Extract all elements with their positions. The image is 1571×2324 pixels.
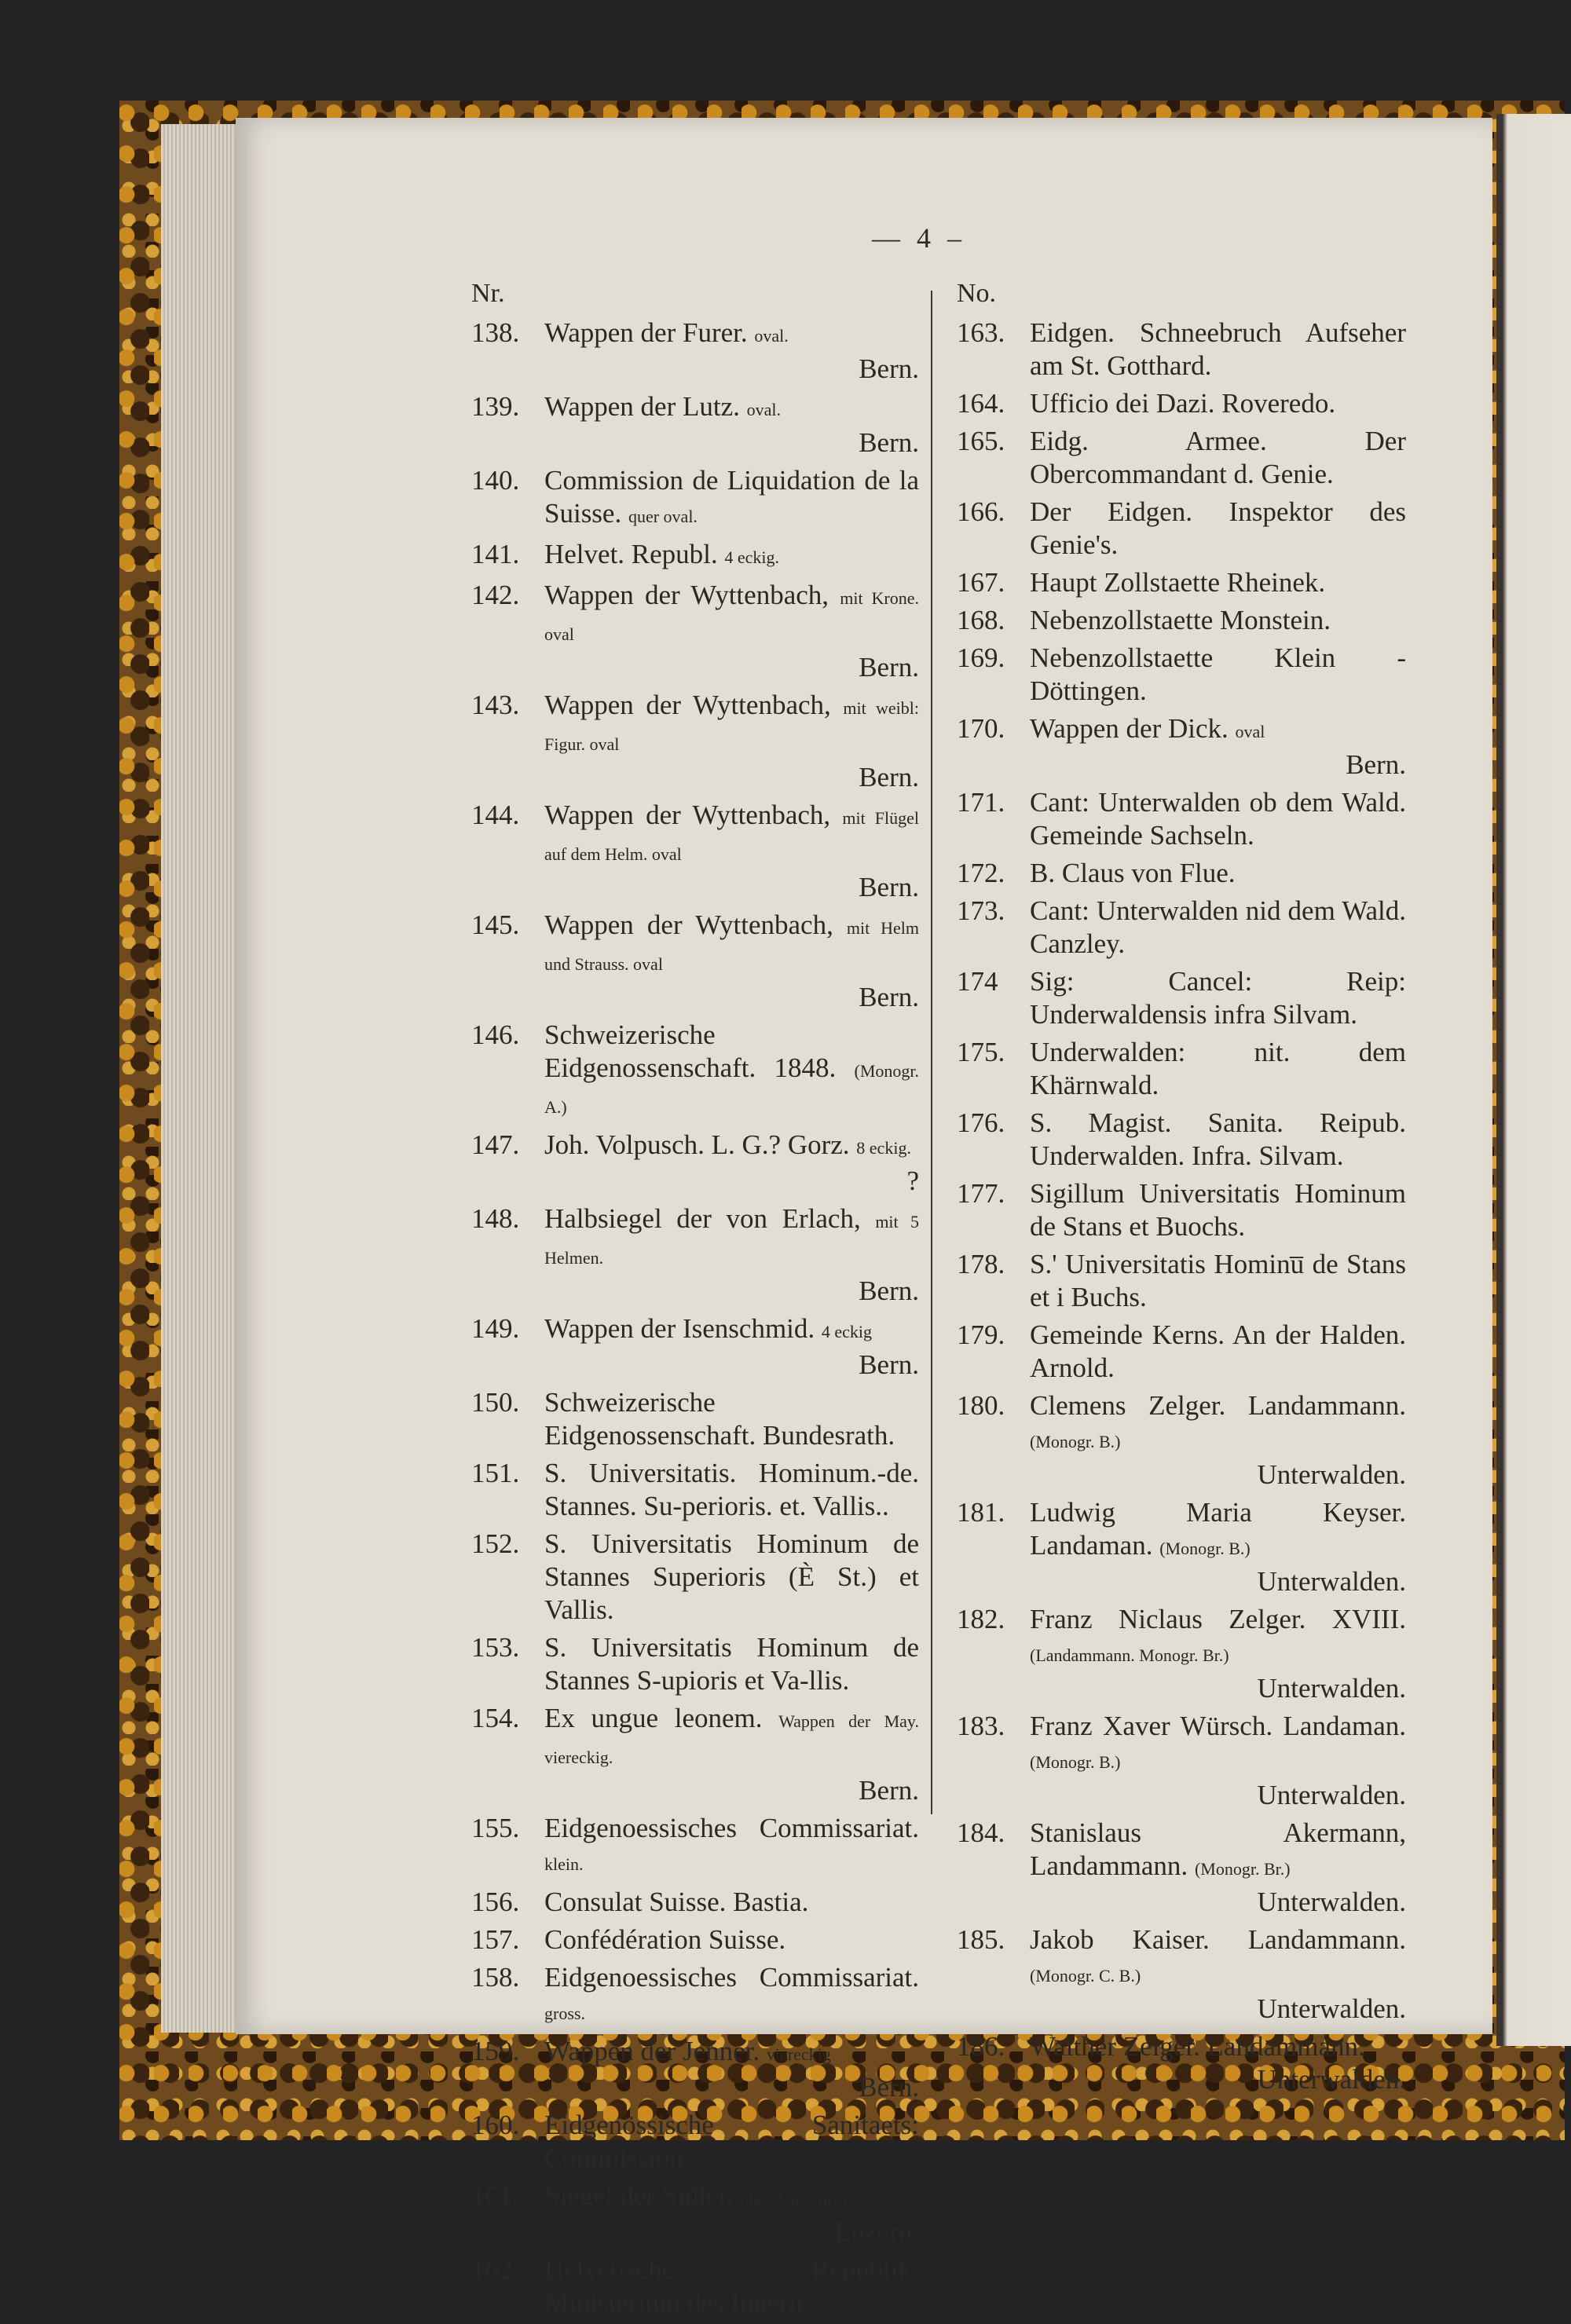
catalog-entry: [471, 1886, 919, 1919]
catalog-entry: [471, 1961, 919, 2030]
entry-place: Bern.: [859, 872, 919, 902]
entry-body: [544, 317, 919, 386]
entry-place: Bern.: [859, 1775, 919, 1806]
entry-description: Ufficio dei Dazi. Roveredo.: [1030, 388, 1336, 419]
left-column: [471, 279, 919, 2324]
entry-description: S. Magist. Sanita. Reipub. Underwalden. Infra. Silvam.: [1030, 1107, 1406, 1171]
entry-body: [1030, 1248, 1406, 1314]
catalog-entry: [957, 425, 1406, 491]
catalog-entry: [471, 909, 919, 1014]
entry-place: Bern.: [859, 982, 919, 1012]
catalog-entry: [957, 642, 1406, 708]
entry-place: Unterwalden.: [1257, 1673, 1406, 1704]
entry-body: [1030, 425, 1406, 491]
entry-number: 151.: [471, 1458, 520, 1488]
entry-body: [1030, 1923, 1406, 2026]
entry-note: (Monogr. C. B.): [1030, 1966, 1141, 1985]
entry-description: S.' Universitatis Hominu̅ de Stans et i Buchs.: [1030, 1249, 1406, 1312]
entry-number: 179.: [957, 1319, 1005, 1350]
entry-description: Haupt Zollstaette Rheinek.: [1030, 567, 1326, 598]
entry-body: [544, 1702, 919, 1807]
entry-description: S. Universitatis. Hominum.-de. Stannes. Su-perioris. et. Vallis..: [544, 1458, 919, 1521]
entry-description: Ludwig Maria Keyser. Landaman.: [1030, 1497, 1406, 1561]
catalog-entry: [957, 566, 1406, 599]
catalog-entry: [471, 1386, 919, 1452]
entry-number: 138.: [471, 317, 520, 348]
entry-description: S. Universitatis Hominum de Stannes S-upioris et Va-llis.: [544, 1632, 919, 1696]
entry-number: 154.: [471, 1703, 520, 1733]
entry-body: [544, 1312, 919, 1382]
entry-note: (Monogr. B.): [1030, 1752, 1121, 1772]
entry-note: mit Helm und Strauss. oval: [544, 918, 919, 974]
entry-body: [1030, 1710, 1406, 1812]
catalog-entry: [471, 2035, 919, 2104]
entry-description: Schweizerische Eidgenossenschaft. Bundesrath.: [544, 1387, 895, 1451]
entry-body: [544, 1129, 919, 1198]
entry-number: 155.: [471, 1813, 520, 1843]
catalog-entry: [957, 1817, 1406, 1919]
entry-description: Franz Xaver Würsch. Landaman.: [1030, 1711, 1406, 1741]
catalog-entry: [957, 1923, 1406, 2026]
entry-description: Sig: Cancel: Reip: Underwaldensis infra Silvam.: [1030, 966, 1406, 1030]
entry-description: B. Claus von Flue.: [1030, 858, 1236, 888]
entry-body: [1030, 496, 1406, 562]
entry-place: Bern.: [859, 652, 919, 683]
entry-description: Ex ungue leonem.: [544, 1703, 763, 1733]
catalog-entry: [957, 1248, 1406, 1314]
entry-number: 160.: [471, 2110, 520, 2140]
entry-body: [544, 2253, 919, 2319]
entry-number: 181.: [957, 1497, 1005, 1528]
catalog-entry: [471, 1528, 919, 1627]
entry-number: 185.: [957, 1924, 1005, 1955]
entry-description: Sigillum Universitatis Hominum de Stans et Buochs.: [1030, 1178, 1406, 1242]
entry-note: oval: [1235, 722, 1265, 741]
entry-body: [1030, 786, 1406, 852]
entry-place: Bern.: [859, 353, 919, 384]
entry-description: Halbsiegel der von Erlach,: [544, 1203, 861, 1234]
entry-body: [544, 909, 919, 1014]
entry-note: gross.: [544, 2004, 585, 2023]
entry-note: mit 5 Helmen.: [544, 1212, 919, 1268]
entry-body: [1030, 1319, 1406, 1385]
catalog-entry: [471, 390, 919, 459]
entry-description: Nebenzollstaette Monstein.: [1030, 605, 1331, 635]
entry-body: [1030, 604, 1406, 637]
entry-number: 175.: [957, 1037, 1005, 1067]
entry-number: 141.: [471, 539, 520, 569]
entry-body: [1030, 1107, 1406, 1173]
entry-description: Schweizerische Eidgenossenschaft. 1848.: [544, 1019, 837, 1083]
entry-description: Consulat Suisse. Bastia.: [544, 1887, 809, 1917]
catalog-entry: [957, 857, 1406, 890]
entry-number: 159.: [471, 2036, 520, 2066]
catalog-entry: [957, 496, 1406, 562]
left-column-header: Nr.: [471, 279, 505, 308]
entry-description: Confédération Suisse.: [544, 1924, 786, 1955]
entry-place: Unterwalden.: [1257, 2064, 1406, 2095]
entry-body: [544, 2035, 919, 2104]
entry-body: [544, 1528, 919, 1627]
entry-body: [544, 464, 919, 533]
entry-number: 150.: [471, 1387, 520, 1418]
entry-number: 180.: [957, 1390, 1005, 1421]
entry-body: [1030, 1817, 1406, 1919]
entry-number: 164.: [957, 388, 1005, 419]
catalog-entry: [471, 2179, 919, 2249]
entry-note: quer oval.: [628, 507, 698, 526]
entry-body: [1030, 712, 1406, 781]
entry-description: Eidg. Armee. Der Obercommandant d. Genie.: [1030, 426, 1406, 489]
entry-number: 178.: [957, 1249, 1005, 1279]
right-column-header: No.: [957, 279, 997, 308]
entry-body: [544, 579, 919, 684]
entry-note: oval.: [746, 400, 782, 419]
entry-description: Wappen der Wyttenbach,: [544, 580, 829, 610]
page-number: — 4 –: [872, 222, 966, 254]
entry-note: (Landammann. Monogr. Br.): [1030, 1645, 1229, 1665]
entry-number: 170.: [957, 713, 1005, 744]
entry-number: 183.: [957, 1711, 1005, 1741]
entry-number: 142.: [471, 580, 520, 610]
entry-description: Jakob Kaiser. Landammann.: [1030, 1924, 1406, 1955]
entry-number: 144.: [471, 800, 520, 830]
catalog-entry: [471, 2109, 919, 2175]
entry-body: [1030, 2030, 1406, 2096]
entry-number: 140.: [471, 465, 520, 496]
catalog-entry: [471, 1812, 919, 1881]
entry-note: (Monogr. B.): [1030, 1432, 1121, 1451]
entry-body: [1030, 642, 1406, 708]
catalog-entry: [957, 1603, 1406, 1705]
entry-body: [544, 1019, 919, 1124]
entry-description: Commission de Liquidation de la Suisse.: [544, 465, 919, 529]
entry-description: Wappen der Furer.: [544, 317, 748, 348]
entry-number: 156.: [471, 1887, 520, 1917]
catalog-entry: [957, 1389, 1406, 1491]
right-entry-list: [957, 317, 1406, 2096]
catalog-entry: [471, 317, 919, 386]
entry-description: Walther Zelger. Landammann.: [1030, 2031, 1365, 2062]
entry-body: [544, 1961, 919, 2030]
entry-description: Eidgenössische Sanitaets: Commission.: [544, 2110, 919, 2173]
entry-note: oval.: [754, 326, 789, 346]
entry-description: Wappen der Wyttenbach,: [544, 909, 833, 940]
catalog-entry: [471, 799, 919, 904]
entry-place: Bern.: [859, 2072, 919, 2103]
entry-note: (Monogr. B.): [1159, 1539, 1251, 1558]
entry-description: Wappen der Jenner.: [544, 2036, 760, 2066]
entry-note: ohne Umschrift: [740, 2189, 848, 2209]
entry-number: 158.: [471, 1962, 520, 1993]
entry-body: [544, 538, 919, 574]
entry-body: [544, 390, 919, 459]
entry-body: [1030, 895, 1406, 961]
catalog-entry: [471, 1702, 919, 1807]
entry-description: Wappen der Lutz.: [544, 391, 740, 422]
catalog-entry: [471, 1923, 919, 1956]
entry-place: Bern.: [859, 1349, 919, 1380]
entry-description: Siegel der Sidler,: [544, 2180, 734, 2211]
entry-body: [1030, 317, 1406, 382]
entry-description: Underwalden: nit. dem Khärnwald.: [1030, 1037, 1406, 1100]
catalog-entry: [471, 538, 919, 574]
entry-number: 168.: [957, 605, 1005, 635]
catalog-entry: [957, 1710, 1406, 1812]
entry-body: [544, 1202, 919, 1308]
entry-description: Der Eidgen. Inspektor des Genie's.: [1030, 496, 1406, 560]
entry-body: [1030, 1036, 1406, 1102]
catalog-entry: [471, 464, 919, 533]
catalog-entry: [471, 1129, 919, 1198]
entry-number: 148.: [471, 1203, 520, 1234]
catalog-entry: [471, 1312, 919, 1382]
catalog-entry: [957, 712, 1406, 781]
entry-note: 8 eckig.: [856, 1138, 911, 1158]
entry-number: 171.: [957, 787, 1005, 818]
left-entry-list: [471, 317, 919, 2319]
entry-number: 147.: [471, 1129, 520, 1160]
entry-number: 184.: [957, 1817, 1005, 1848]
entry-note: 4 eckig: [821, 1322, 873, 1341]
entry-body: [1030, 1496, 1406, 1598]
entry-number: 186.: [957, 2031, 1005, 2062]
entry-note: (Monogr. Br.): [1194, 1859, 1291, 1879]
right-column: [957, 279, 1406, 2101]
entry-number: 143.: [471, 690, 520, 720]
entry-description: Wappen der Isenschmid.: [544, 1313, 815, 1344]
catalog-entry: [957, 786, 1406, 852]
entry-number: 152.: [471, 1528, 520, 1559]
entry-note: mit Flügel auf dem Helm. oval: [544, 808, 920, 864]
entry-description: Clemens Zelger. Landammann.: [1030, 1390, 1406, 1421]
catalog-entry: [957, 317, 1406, 382]
entry-number: 165.: [957, 426, 1005, 456]
entry-description: Eidgen. Schneebruch Aufseher am St. Gotthard.: [1030, 317, 1406, 381]
entry-place: Unterwalden.: [1257, 1780, 1406, 1810]
entry-place: Unterwalden.: [1257, 1566, 1406, 1597]
entry-note: (Monogr. A.): [544, 1061, 920, 1117]
entry-number: 176.: [957, 1107, 1005, 1138]
entry-number: 139.: [471, 391, 520, 422]
entry-description: S. Universitatis Hominum de Stannes Superioris (È St.) et Vallis.: [544, 1528, 919, 1625]
entry-description: Nebenzollstaette Klein - Döttingen.: [1030, 642, 1406, 706]
catalog-entry: [471, 1457, 919, 1523]
entry-body: [1030, 1177, 1406, 1243]
entry-number: 157.: [471, 1924, 520, 1955]
entry-note: Wappen der May. viereckig.: [544, 1711, 919, 1767]
entry-number: 163.: [957, 317, 1005, 348]
entry-number: 167.: [957, 567, 1005, 598]
entry-description: Wappen der Dick.: [1030, 713, 1229, 744]
entry-place: Bern.: [1346, 749, 1406, 780]
entry-body: [544, 1386, 919, 1452]
catalog-entry: [471, 1631, 919, 1697]
entry-body: [544, 689, 919, 794]
catalog-entry: [471, 2253, 919, 2319]
entry-description: Cant: Unterwalden nid dem Wald. Canzley.: [1030, 895, 1406, 959]
entry-description: Eidgenoessisches Commissariat.: [544, 1962, 919, 1993]
entry-place: Bern.: [859, 762, 919, 792]
entry-place: Unterwalden.: [1257, 1887, 1406, 1917]
catalog-entry: [957, 1177, 1406, 1243]
entry-note: viereckig: [766, 2044, 831, 2064]
entry-body: [544, 1812, 919, 1881]
column-divider: [931, 291, 932, 1814]
catalog-entry: [471, 689, 919, 794]
entry-body: [1030, 857, 1406, 890]
entry-body: [1030, 566, 1406, 599]
entry-note: mit weibl: Figur. oval: [544, 698, 920, 754]
entry-place: Unterwalden.: [1257, 1459, 1406, 1490]
entry-number: 162.: [471, 2254, 520, 2285]
entry-body: [1030, 387, 1406, 420]
catalog-entry: [957, 965, 1406, 1031]
catalog-entry: [957, 604, 1406, 637]
entry-number: 177.: [957, 1178, 1005, 1209]
catalog-entry: [957, 1496, 1406, 1598]
catalog-entry: [471, 1202, 919, 1308]
catalog-entry: [957, 1036, 1406, 1102]
entry-number: 169.: [957, 642, 1005, 673]
entry-number: 161.: [471, 2180, 520, 2211]
entry-number: 146.: [471, 1019, 520, 1050]
facing-page-edge: [1496, 114, 1571, 2046]
entry-number: 173.: [957, 895, 1005, 926]
entry-description: Helvet. Republ.: [544, 539, 718, 569]
entry-description: Stanislaus Akermann, Landammann.: [1030, 1817, 1406, 1881]
entry-number: 149.: [471, 1313, 520, 1344]
entry-description: Helvetische Republik. Ministerium des Innern.: [544, 2254, 919, 2318]
entry-body: [544, 2109, 919, 2175]
catalog-entry: [957, 1319, 1406, 1385]
entry-description: Eidgenoessisches Commissariat.: [544, 1813, 919, 1843]
catalog-entry: [957, 1107, 1406, 1173]
entry-place: ?: [906, 1166, 919, 1196]
entry-note: mit Krone. oval: [544, 588, 920, 644]
entry-description: Franz Niclaus Zelger. XVIII.: [1030, 1604, 1406, 1634]
entry-description: Cant: Unterwalden ob dem Wald. Gemeinde Sachseln.: [1030, 787, 1406, 851]
entry-body: [544, 799, 919, 904]
entry-number: 172.: [957, 858, 1005, 888]
catalog-entry: [957, 2030, 1406, 2096]
entry-body: [1030, 965, 1406, 1031]
entry-body: [544, 2179, 919, 2249]
entry-body: [544, 1457, 919, 1523]
entry-number: 166.: [957, 496, 1005, 527]
entry-description: Wappen der Wyttenbach,: [544, 800, 831, 830]
entry-number: 174: [957, 966, 998, 997]
entry-body: [1030, 1389, 1406, 1491]
catalog-entry: [957, 387, 1406, 420]
entry-description: Joh. Volpusch. L. G.? Gorz.: [544, 1129, 850, 1160]
entry-body: [544, 1631, 919, 1697]
entry-note: 4 eckig.: [724, 547, 780, 567]
catalog-entry: [471, 1019, 919, 1124]
entry-body: [1030, 1603, 1406, 1705]
entry-place: Bern.: [859, 427, 919, 458]
entry-number: 153.: [471, 1632, 520, 1663]
entry-place: Luzern.: [834, 2216, 919, 2247]
entry-description: Wappen der Wyttenbach,: [544, 690, 831, 720]
entry-number: 145.: [471, 909, 520, 940]
catalog-entry: [957, 895, 1406, 961]
entry-note: klein.: [544, 1854, 584, 1874]
entry-place: Unterwalden.: [1257, 1993, 1406, 2024]
entry-description: Gemeinde Kerns. An der Halden. Arnold.: [1030, 1319, 1406, 1383]
entry-body: [544, 1923, 919, 1956]
catalog-entry: [471, 579, 919, 684]
entry-number: 182.: [957, 1604, 1005, 1634]
entry-place: Bern.: [859, 1275, 919, 1306]
entry-body: [544, 1886, 919, 1919]
